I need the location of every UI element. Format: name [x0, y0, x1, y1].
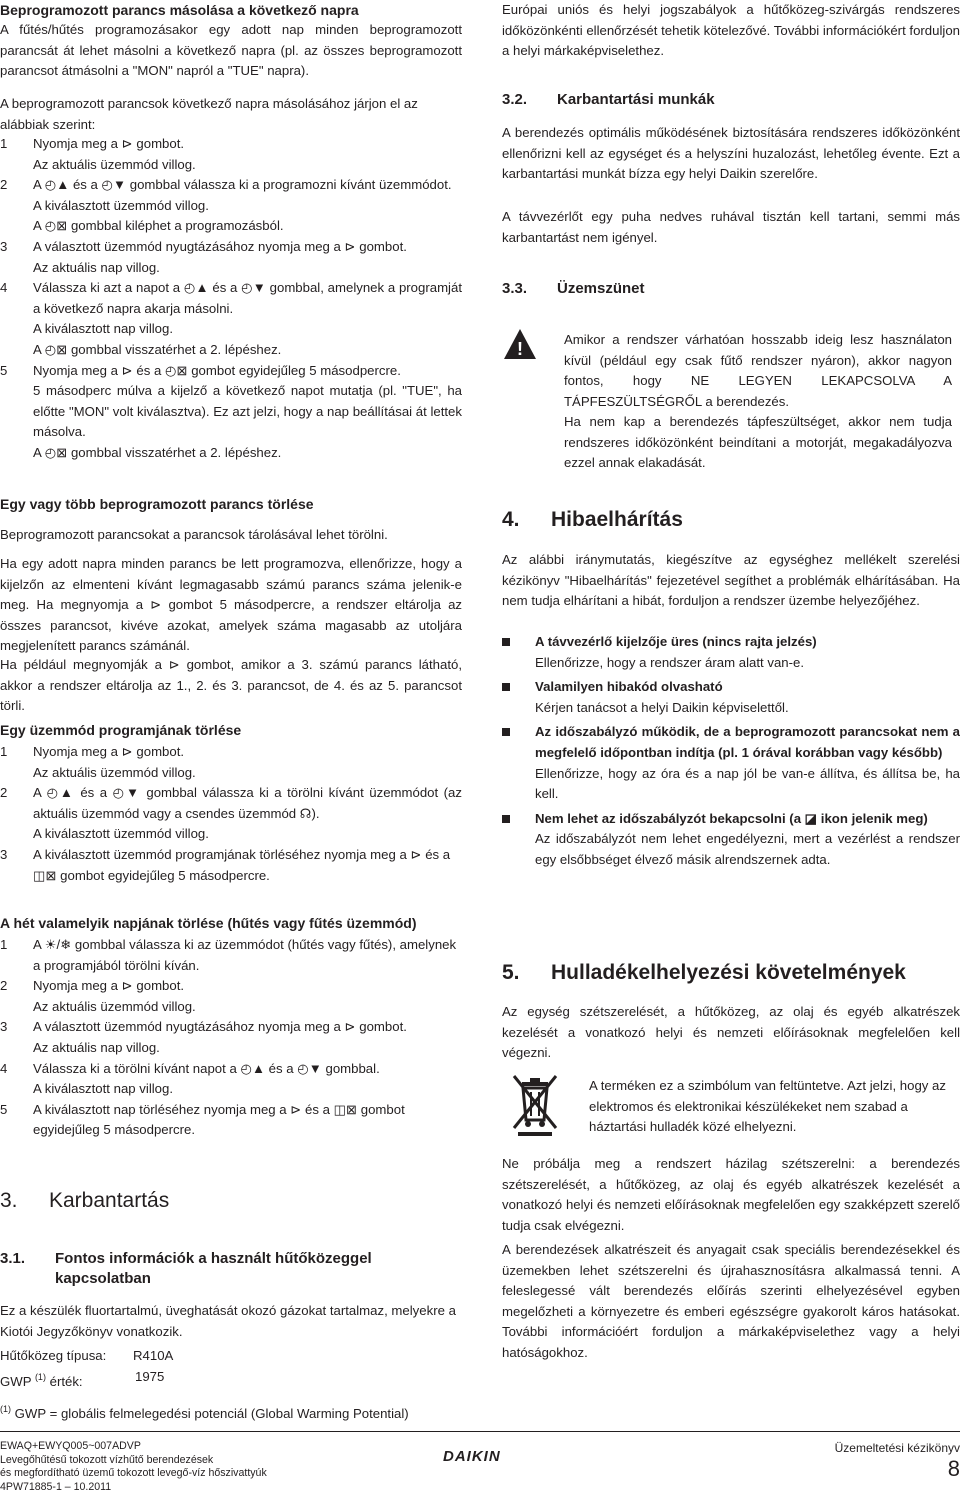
- section-33-title: Üzemszünet: [557, 280, 645, 297]
- section-32-p1: A berendezés optimális működésének biztosítására rendszeres időközönként ellenőrizni kell az egységet és a helyszíni huzalozást, lehetőleg évente. Ezt a karbantartási munkát bízza egy helyi Daikin szerelőre.: [502, 125, 960, 182]
- footer-model: EWAQ+EWYQ005~007ADVP: [0, 1440, 141, 1452]
- issue-text: Kérjen tanácsot a helyi Daikin képviselettől.: [535, 699, 789, 715]
- issue-text: Ellenőrizze, hogy az óra és a nap jól be van-e állítva, és állítsa be, ha kell.: [535, 765, 960, 802]
- warning-exclamation: !: [517, 339, 523, 359]
- copy-heading: Beprogramozott parancs másolása a következő napra: [0, 2, 359, 18]
- mode-heading: Egy üzemmód programjának törlése: [0, 722, 242, 738]
- delete-p1: Beprogramozott parancsokat a parancsok tárolásával lehet törölni.: [0, 527, 388, 542]
- footer-desc1: Levegőhűtésű tokozott vízhűtő berendezések: [0, 1453, 214, 1466]
- list-item-note: A kiválasztott nap villog.: [33, 1081, 174, 1097]
- section-4-number: 4.: [502, 508, 520, 531]
- list-item: 3 A választott üzemmód nyugtázásához nyomja meg a ⊳ gombot.: [0, 238, 407, 254]
- section-32-p2: A távvezérlőt egy puha nedves ruhával tisztán kell tartani, semmi más karbantartást nem igényel.: [502, 209, 960, 245]
- list-item-note: Az aktuális üzemmód villog.: [33, 998, 196, 1014]
- section-3-title: Karbantartás: [49, 1189, 170, 1212]
- delete-p2: Ha egy adott napra minden parancs be lett programozva, ellenőrizze, hogy a kijelzőn az elmenteni kívánt legmagasabb számú parancs száma jelenik-e meg. Ha megnyomja a ⊳ gombot 5 másodpercre, a rendszer eltárolja az összes parancsot, kivéve azokat, amelyek száma magasabb az utoljára megjelenített parancs számánál.: [0, 556, 462, 654]
- footer-desc2: és megfordítható üzemű tokozott levegő-víz hőszivattyúk: [0, 1467, 267, 1479]
- list-item: 2 Nyomja meg a ⊳ gombot.: [0, 978, 185, 994]
- list-item: 1 Nyomja meg a ⊳ gombot.: [0, 136, 185, 151]
- list-item: 3 A választott üzemmód nyugtázásához nyomja meg a ⊳ gombot.: [0, 1019, 407, 1035]
- refrigerant-value: R410A: [133, 1348, 174, 1363]
- list-item: 4 Válassza ki azt a napot a ◴▲ és a ◴▼ gombbal, amelynek a programját a következő napra akarja másolni.: [0, 280, 462, 316]
- issue-text: Ellenőrizze, hogy a rendszer áram alatt van-e.: [535, 654, 805, 670]
- daikin-logo: DAIKIN: [443, 1448, 501, 1465]
- list-item-note: 5 másodperc múlva a kijelző a következő napot mutatja (pl. "TUE", ha előtte "MON" volt kiválasztva). Ez azt jelzi, hogy a nap beállításai át lettek másolva.: [33, 383, 462, 440]
- delete-p3: Ha például megnyomják a ⊳ gombot, amikor a 3. számú parancs látható, akkor a rendszer eltárolja az 1., 2. és 3. parancsot, de 4. és az 5. parancsot törli.: [0, 657, 462, 714]
- section-4-title: Hibaelhárítás: [551, 508, 683, 531]
- crossed-bin-icon: [508, 1072, 564, 1136]
- list-item: 4 Válassza ki a törölni kívánt napot a ◴▲ és a ◴▼ gombbal.: [0, 1060, 380, 1076]
- section-5-p2: Ne próbálja meg a rendszert házilag szétszerelni: a berendezés szétszerelését, a hűtőközeg, az olaj és egyéb alkatrészek kezelését a vonatkozó helyi és nemzeti előírásoknak megfelelően egy szakképzett szerelő tudja csak elvégezni.: [502, 1156, 960, 1233]
- list-item-note: Az aktuális nap villog.: [33, 1039, 160, 1055]
- page-number: 8: [947, 1456, 960, 1481]
- right-intro: Európai uniós és helyi jogszabályok a hűtőközeg-szivárgás rendszeres időközönkénti ellenőrzését tehetik kötelezővé. További információkért forduljon a helyi márkaképviselethez.: [502, 2, 960, 59]
- copy-steps-list: [0, 134, 462, 464]
- section-32-number: 3.2.: [502, 91, 528, 108]
- issues-list: [502, 632, 960, 871]
- issue-title: Valamilyen hibakód olvasható: [502, 677, 960, 698]
- day-steps-list: [0, 935, 462, 1141]
- copy-intro: A fűtés/hűtés programozásakor egy adott nap minden beprogramozott parancsát át lehet másolni a következő napra (pl. az összes beprogramozott parancsot átmásolni a "MON" napról a "TUE" napra).: [0, 22, 462, 79]
- section-5-p3: A berendezések alkatrészeit és anyagait csak speciális berendezésekkel és üzemekben lehet szétszerelni és újrahasznosításra alkalmassá tenni. A feleslegessé vált berendezés előírás szerinti elhelyezésével egyben megelőzheti a környezetre és emberi egészségre gyakorolt káros hatásokat. További információért forduljon a márkaképviselethez vagy a helyi hatóságokhoz.: [502, 1242, 960, 1360]
- footer-doc: 4PW71885-1 – 10.2011: [0, 1480, 112, 1493]
- section-31-number: 3.1.: [0, 1250, 26, 1267]
- section-5-number: 5.: [502, 961, 520, 984]
- section-31-text: Ez a készülék fluortartalmú, üveghatását okozó gázokat tartalmaz, melyekre a Kiotói Jegyzőkönyv vonatkozik.: [0, 1303, 456, 1339]
- list-item: 1 Nyomja meg a ⊳ gombot.: [0, 744, 185, 759]
- issue-title: Nem lehet az időszabályzót bekapcsolni (a ◪ ikon jelenik meg): [502, 809, 960, 830]
- day-heading: A hét valamelyik napjának törlése (hűtés vagy fűtés üzemmód): [0, 915, 417, 931]
- list-item-note: Az aktuális üzemmód villog.: [33, 764, 196, 780]
- section-3-number: 3.: [0, 1189, 18, 1212]
- warning-p2: Ha nem kap a berendezés tápfeszültséget, akkor nem tudja rendszeres időközönként beindítani a motorját, megakadályozva ezzel annak elakadását.: [564, 414, 952, 471]
- footnote: $^{(1)}$ GWP = globális felmelegedési potenciál (Global Warming Potential): [0, 1404, 409, 1421]
- delete-heading: Egy vagy több beprogramozott parancs törlése: [0, 496, 314, 512]
- list-item: 1 A ☀/❄ gombbal válassza ki az üzemmódot (hűtés vagy fűtés), amelynek a programjából törölni kíván.: [0, 937, 457, 973]
- gwp-label: GWP $^{(1)}$ érték:: [0, 1372, 83, 1389]
- list-item-note: Az aktuális üzemmód villog.: [33, 156, 196, 172]
- issue-text: Az időszabályzót nem lehet engedélyezni, mert a vezérlést a rendszer egy elsőbbséget élvező másik alrendszernek adta.: [535, 831, 960, 867]
- list-item: 2 A ◴▲ és a ◴▼ gombbal válassza ki a programozni kívánt üzemmódot.: [0, 177, 452, 193]
- section-5-title: Hulladékelhelyezési követelmények: [551, 961, 906, 984]
- copy-steps-intro: A beprogramozott parancsok következő napra másolásához járjon el az alábbiak szerint:: [0, 96, 418, 132]
- list-item-note: Az aktuális nap villog.: [33, 259, 160, 275]
- section-32-title: Karbantartási munkák: [557, 91, 715, 108]
- footer-divider: [0, 1431, 960, 1432]
- warning-p1: Amikor a rendszer várhatóan hosszabb ideig lesz használaton kívül (például egy csak fűtő rendszer nyáron), akkor nagyon fontos, hogy NE LEGYEN LEKAPCSOLVA A TÁPFESZÜLTSÉGRŐL a berendezés.: [564, 332, 952, 409]
- list-item: 2 A ◴▲ és a ◴▼ gombbal válassza ki a törölni kívánt üzemmódot (az aktuális üzemmód vagy a csendes üzemmód ☊).: [0, 785, 462, 821]
- mode-steps-list: [0, 742, 462, 886]
- section-33-number: 3.3.: [502, 280, 528, 297]
- list-item-note: A ◴⊠ gombbal kiléphet a programozásból.: [33, 218, 284, 234]
- section-31-title: Fontos információk a használt hűtőközeggel kapcsolatban: [55, 1250, 372, 1287]
- bin-text: A terméken ez a szimbólum van feltüntetve. Azt jelzi, hogy az elektromos és elektronikai készülékeket nem szabad a háztartási hulladék közé elhelyezni.: [589, 1078, 946, 1135]
- footer-left: [0, 1440, 320, 1494]
- list-item: 3 A kiválasztott üzemmód programjának törléséhez nyomja meg a ⊳ és a ◫⊠ gombot egyidejűleg 5 másodpercre.: [0, 846, 451, 883]
- list-item-note: A kiválasztott üzemmód villog.: [33, 197, 209, 213]
- gwp-value: 1975: [135, 1369, 165, 1384]
- list-item-note: A kiválasztott nap villog.: [33, 321, 174, 337]
- list-item-note: A ◴⊠ gombbal visszatérhet a 2. lépéshez.: [33, 444, 282, 460]
- refrigerant-label: Hűtőközeg típusa:: [0, 1348, 107, 1363]
- issue-title: Az időszabályzó működik, de a beprogramozott parancsokat nem a megfelelő időpontban indítja (pl. 1 órával korábban vagy később): [502, 722, 960, 763]
- list-item-note: A ◴⊠ gombbal visszatérhet a 2. lépéshez.: [33, 341, 282, 357]
- section-5-p1: Az egység szétszerelését, a hűtőközeg, az olaj és egyéb alkatrészek kezelését a vonatkozó helyi és nemzeti előírásoknak megfelelően kell végezni.: [502, 1004, 960, 1061]
- list-item: 5 Nyomja meg a ⊳ és a ◴⊠ gombot egyidejűleg 5 másodpercre.: [0, 362, 401, 378]
- issue-title: A távvezérlő kijelzője üres (nincs rajta jelzés): [502, 632, 960, 653]
- section-4-intro: Az alábbi iránymutatás, kiegészítve az egységhez mellékelt szerelési kézikönyv "Hibaelhárítás" fejezetével segíthet a problémák elhárításában. Ha nem tudja elhárítani a hibát, forduljon a rendszer üzembe helyezőjéhez.: [502, 552, 960, 609]
- list-item: 5 A kiválasztott nap törléséhez nyomja meg a ⊳ és a ◫⊠ gombot egyidejűleg 5 másodpercre.: [0, 1101, 405, 1138]
- footer-manual: Üzemeltetési kézikönyv: [834, 1441, 960, 1455]
- list-item-note: A kiválasztott üzemmód villog.: [33, 826, 209, 842]
